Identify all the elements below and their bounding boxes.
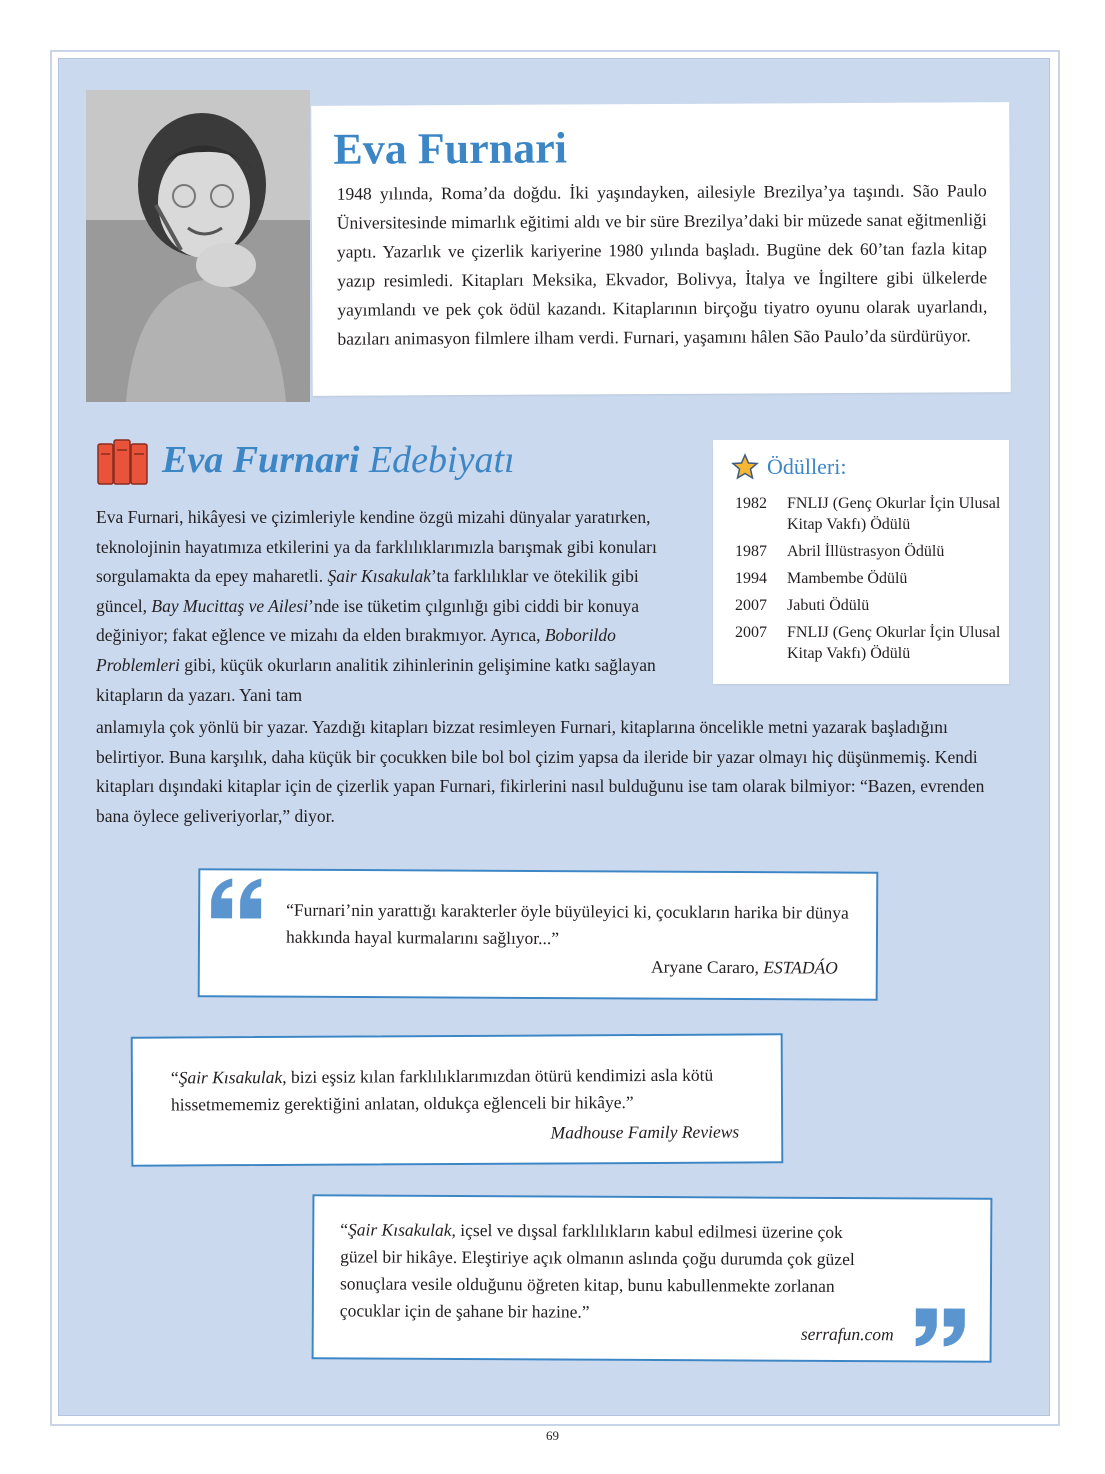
- body-text: Eva Furnari, hikâyesi ve çizimleriyle kendine özgü mizahi dünyalar yaratırken, teknolojinin hayatımıza etkilerini ya da farklılıklarımızla barışmak gibi konuları sorgulamakta da epey maharetli.: [96, 507, 657, 587]
- quote-source: [551, 1122, 740, 1144]
- author-photo: [86, 90, 310, 402]
- book-title: Bay Mucittaş ve Ailesi: [151, 595, 309, 616]
- award-year: 1987: [735, 543, 767, 560]
- section-title-bold: Eva Furnari: [162, 439, 360, 481]
- quote-text: “Furnari’nin yarattığı karakterler öyle büyüleyici ki, çocukların harika bir dünya hakkında hayal kurmalarını sağlıyor...”: [285, 899, 849, 949]
- award-year: 1994: [735, 570, 767, 587]
- awards-card: [713, 440, 1009, 684]
- quote-box-3: [312, 1194, 993, 1363]
- awards-list: [735, 493, 1005, 670]
- award-name: Mambembe Ödülü: [787, 570, 908, 587]
- bio-card: [311, 102, 1011, 396]
- award-name: Abril İllüstrasyon Ödülü: [787, 543, 945, 560]
- quote-open-mark: “: [340, 1219, 349, 1240]
- award-item: [735, 541, 1005, 562]
- book-title: Şair Kısakulak: [327, 566, 432, 587]
- quote-body: , bizi eşsiz kılan farklılıklarımızdan ötürü kendimizi asla kötü hissetmememiz gerektiğini anlatan, oldukça eğlenceli bir hikâye.”: [170, 1064, 714, 1115]
- quote-publication: serrafun.com: [800, 1323, 894, 1345]
- award-name: Jabuti Ödülü: [787, 597, 870, 614]
- quote-publication: Madhouse Family Reviews: [550, 1121, 740, 1143]
- body-text: gibi, küçük okurların analitik zihinlerinin gelişimine katkı sağlayan kitapların da yazarı. Yani tam: [96, 654, 656, 705]
- award-name: FNLIJ (Genç Okurlar İçin Ulusal Kitap Vakfı) Ödülü: [787, 495, 1001, 533]
- award-name: FNLIJ (Genç Okurlar İçin Ulusal Kitap Vakfı) Ödülü: [787, 624, 1001, 662]
- book-title: Şair Kısakulak: [347, 1219, 452, 1240]
- section-title-rest: Edebiyatı: [368, 439, 515, 481]
- book-title: Şair Kısakulak: [178, 1066, 283, 1088]
- award-item: [735, 622, 1005, 664]
- section-title: [162, 438, 515, 482]
- award-year: 1982: [735, 495, 767, 512]
- quote-box-2: [131, 1033, 784, 1166]
- author-name: Eva Furnari: [333, 123, 568, 174]
- quote-source: [651, 957, 838, 979]
- quote-body: , içsel ve dışsal farklılıkların kabul edilmesi üzerine çok güzel bir hikâye. Eleştiriye açık olmanın aslında çoğu durumda çok güzel sonuçlara vesile olduğunu öğreten kitap, bunu kabullenmekte zorlanan çocuklar için de şahane bir hazine.”: [339, 1219, 855, 1322]
- quote-source: [801, 1324, 894, 1345]
- body-text: ’nde ise tüketim çılgınlığı gibi ciddi bir konuya değiniyor; fakat eğlence ve mizahı da elden bırakmıyor. Ayrıca,: [96, 595, 640, 646]
- award-item: [735, 595, 1005, 616]
- open-quote-icon: [208, 876, 264, 920]
- award-year: 2007: [735, 597, 767, 614]
- award-item: [735, 493, 1005, 535]
- body-paragraph-top: [96, 503, 688, 710]
- bio-text: 1948 yılında, Roma’da doğdu. İki yaşındayken, ailesiyle Brezilya’ya taşındı. São Paulo Üniversitesinde mimarlık eğitimi aldı ve bir süre Brezilya’daki bir müzede sanat eğitmenliği yaptı. Yazarlık ve çizerlik kariyerine 1980 yılında başladı. Bugüne dek 60’tan fazla kitap yazıp resimledi. Kitapları Meksika, Ekvador, Bolivya, İtalya ve İngiltere gibi ülkelerde yayımlandı ve pek çok ödül kazandı. Kitaplarının birçoğu tiyatro oyunu olarak uyarlandı, bazıları animasyon filmlere ilham verdi. Furnari, yaşamını hâlen São Paulo’da sürdürüyor.: [336, 180, 988, 349]
- quote-publication: ESTADÁO: [763, 957, 838, 978]
- quote-author: Aryane Cararo,: [650, 956, 764, 978]
- quote-text: [171, 1061, 761, 1118]
- body-text: ’ta farklılıklar ve ötekilik gibi güncel,: [96, 566, 639, 616]
- page-number: 69: [546, 1428, 559, 1443]
- quote-box-1: [198, 868, 879, 1001]
- awards-title: Ödülleri:: [767, 454, 847, 479]
- book-title: Boborildo Problemleri: [96, 625, 616, 675]
- books-icon: [95, 436, 150, 486]
- award-year: 2007: [735, 624, 767, 641]
- body-paragraph-bottom: anlamıyla çok yönlü bir yazar. Yazdığı kitapları bizzat resimleyen Furnari, kitaplarına öncelikle metni yazarak başladığını belirtiyor. Buna karşılık, daha küçük bir çocukken bile bol bol çizim yapsa da ileride bir yazar olmayı hiç düşünmemiş. Kendi kitapları dışındaki kitaplar için de çizerlik yapan Furnari, fikirlerini nasıl bulduğunu ise tam olarak bilmiyor: “Bazen, evrenden bana öylece geliveriyorlar,” diyor.: [96, 717, 985, 826]
- quote-text: [340, 1216, 881, 1327]
- star-icon: [731, 453, 759, 481]
- award-item: [735, 568, 1005, 589]
- close-quote-icon: [914, 1306, 968, 1348]
- author-portrait: [86, 90, 310, 402]
- quote-open-mark: “: [170, 1067, 179, 1088]
